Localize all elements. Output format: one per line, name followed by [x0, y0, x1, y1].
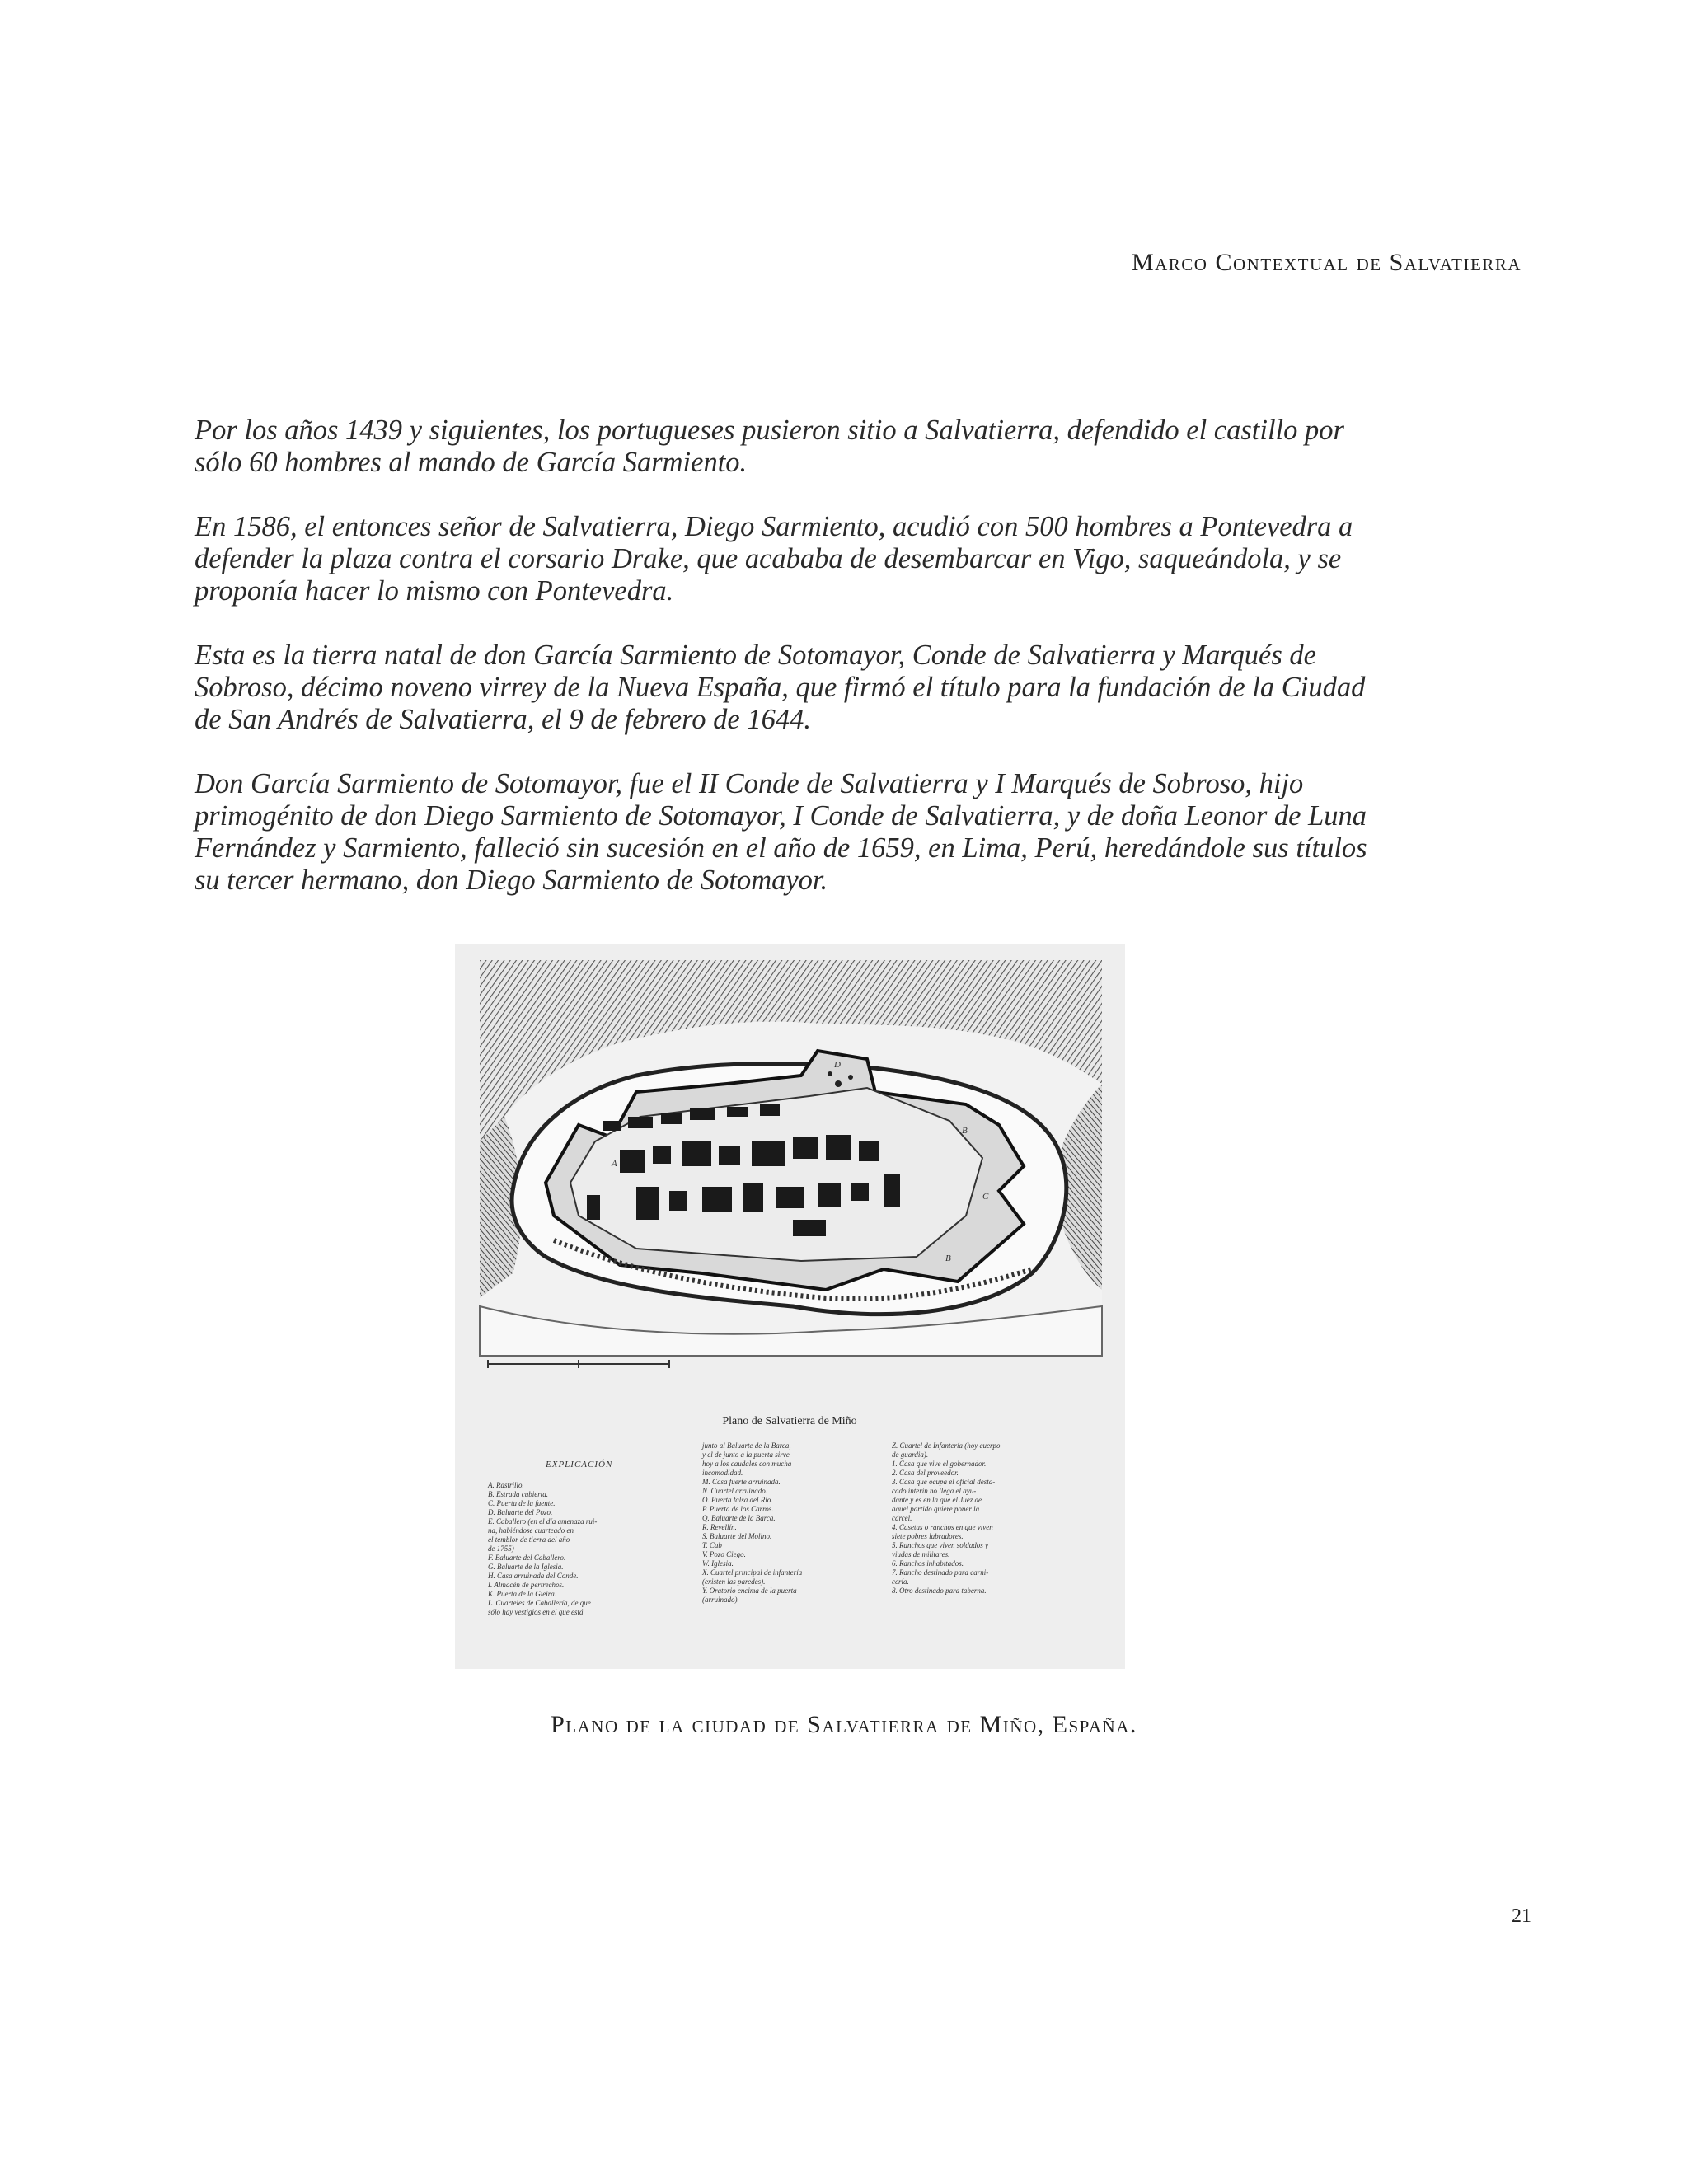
paragraph: Por los años 1439 y siguientes, los portugueses pusieron sitio a Salvatierra, defendido el castillo por sólo 60 hombres al mando de García Sarmiento. [195, 415, 1344, 478]
legend-line: 6. Ranchos inhabitados. [892, 1559, 964, 1568]
paragraph: Esta es la tierra natal de don García Sarmiento de Sotomayor, Conde de Salvatierra y Marqués de Sobroso, décimo noveno virrey de la Nueva España, que firmó el título para la fundación de la Ciudad de San Andrés de Salvatierra, el 9 de febrero de 1644. [195, 640, 1366, 735]
legend-line: Y. Oratorio encima de la puerta [702, 1586, 797, 1595]
legend-line: E. Caballero (en el día amenaza rui- [488, 1517, 598, 1526]
map-title: Plano de Salvatierra de Miño [722, 1415, 857, 1427]
legend-column-2 [701, 1441, 803, 1604]
legend-line: N. Cuartel arruinado. [702, 1487, 768, 1495]
legend-column-1 [487, 1481, 597, 1616]
page-number: 21 [1512, 1905, 1531, 1927]
legend-line: sólo hay vestigios en el que está [488, 1608, 584, 1616]
legend-line: Q. Baluarte de la Barca. [702, 1514, 776, 1522]
paragraph: En 1586, el entonces señor de Salvatierra, Diego Sarmiento, acudió con 500 hombres a Pontevedra a defender la plaza contra el corsario Drake, que acababa de desembarcar en Vigo, saqueándola, y se proponía hacer lo mismo con Pontevedra. [195, 511, 1353, 607]
legend-line: cárcel. [892, 1514, 912, 1522]
legend-line: el temblor de tierra del año [488, 1535, 570, 1544]
legend-line: O. Puerta falsa del Río. [702, 1496, 773, 1504]
legend-line: T. Cub [702, 1541, 722, 1549]
legend-line: W. Iglesia. [702, 1559, 734, 1568]
legend-line: aquel partido quiere poner la [892, 1505, 980, 1513]
legend-line: incomodidad. [702, 1469, 743, 1477]
legend-line: C. Puerta de la fuente. [488, 1499, 556, 1507]
legend-line: I. Almacén de pertrechos. [488, 1581, 565, 1589]
legend-line: B. Estrada cubierta. [488, 1490, 548, 1498]
legend-line: K. Puerta de la Gieira. [488, 1590, 556, 1598]
legend-line: F. Baluarte del Caballero. [488, 1554, 566, 1562]
legend-line: hoy a los caudales con mucha [702, 1460, 792, 1468]
map-letter: A [612, 1159, 618, 1169]
legend-line: viudas de militares. [892, 1550, 950, 1558]
map-letter: C [982, 1192, 990, 1202]
legend-line: cado interin no llega el ayu- [892, 1487, 977, 1495]
legend-line: 8. Otro destinado para taberna. [892, 1586, 987, 1595]
legend-heading: EXPLICACIÓN [546, 1460, 613, 1469]
legend-line: 5. Ranchos que viven soldados y [892, 1541, 988, 1549]
legend-line: siete pobres labradores. [892, 1532, 964, 1540]
legend-line: P. Puerta de los Carros. [702, 1505, 774, 1513]
legend-line: Z. Cuartel de Infantería (hoy cuerpo [892, 1441, 1001, 1450]
legend-line: 1. Casa que vive el gobernador. [892, 1460, 987, 1468]
paragraph: Don García Sarmiento de Sotomayor, fue el II Conde de Salvatierra y I Marqués de Sobroso, hijo primogénito de don Diego Sarmiento de Sotomayor, I Conde de Salvatierra, y de doña Leonor de Luna Fernández y Sarmiento, falleció sin sucesión en el año de 1659, en Lima, Perú, heredándole sus títulos su tercer hermano, don Diego Sarmiento de Sotomayor. [195, 768, 1367, 896]
legend-line: 4. Casetas o ranchos en que viven [892, 1523, 993, 1531]
map-letter: B [945, 1254, 952, 1263]
legend-line: X. Cuartel principal de infantería [702, 1568, 803, 1577]
legend-line: S. Baluarte del Molino. [702, 1532, 772, 1540]
legend-line: H. Casa arruinada del Conde. [488, 1572, 579, 1580]
legend-line: y el de junto a la puerta sirve [702, 1451, 790, 1459]
legend-line: de 1755) [488, 1544, 514, 1553]
legend-line: A. Rastrillo. [488, 1481, 524, 1489]
legend-line: de guardia). [892, 1451, 929, 1459]
legend-line: G. Baluarte de la Iglesia. [488, 1563, 564, 1571]
legend-line: 2. Casa del proveedor. [892, 1469, 959, 1477]
legend-line: D. Baluarte del Pozo. [488, 1508, 553, 1516]
body-text [195, 415, 1390, 929]
legend-line: M. Casa fuerte arruinada. [702, 1478, 781, 1486]
legend-line: L. Cuarteles de Caballería, de que [488, 1599, 591, 1607]
running-head: Marco Contextual de Salvatierra [1131, 249, 1522, 276]
legend-line: dante y es en la que el Juez de [892, 1496, 982, 1504]
legend-line: (existen las paredes). [702, 1577, 766, 1586]
map-figure [455, 944, 1125, 1669]
legend-line: R. Revellín. [702, 1523, 737, 1531]
legend-line: V. Pozo Ciego. [702, 1550, 746, 1558]
legend-line: 7. Rancho destinado para carni- [892, 1568, 989, 1577]
legend-column-3 [891, 1441, 1001, 1595]
legend-line: (arruinado). [702, 1596, 739, 1604]
legend-line: junto al Baluarte de la Barca, [702, 1441, 791, 1450]
map-letter: D [834, 1060, 842, 1070]
figure-caption: Plano de la ciudad de Salvatierra de Miño, España. [551, 1711, 1137, 1738]
fortress-plan-image [455, 944, 1125, 1669]
map-letter: B [962, 1126, 968, 1136]
legend-line: na, habiéndose cuarteado en [488, 1526, 574, 1535]
legend-line: 3. Casa que ocupa el oficial desta- [892, 1478, 996, 1486]
legend-line: cería. [892, 1577, 909, 1586]
